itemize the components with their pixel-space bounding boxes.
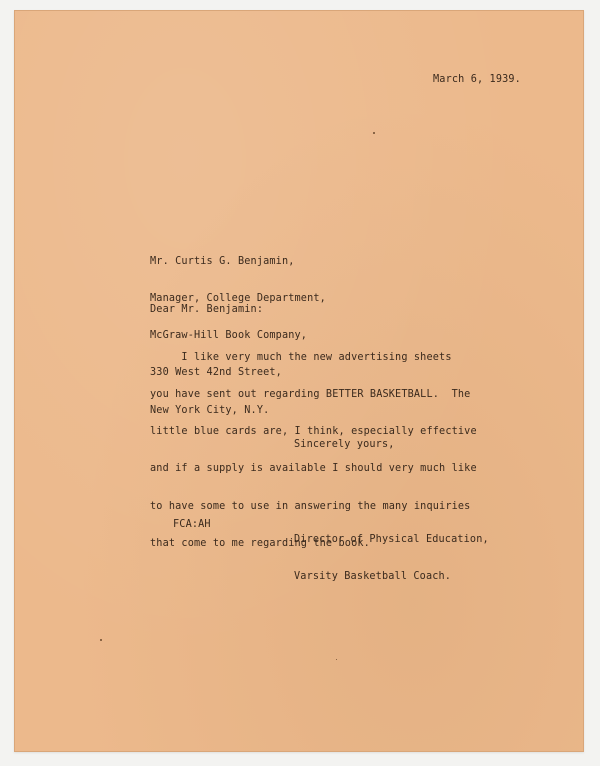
reference-initials: FCA:AH	[173, 519, 211, 530]
signature-line: Varsity Basketball Coach.	[294, 571, 452, 583]
letter-page	[14, 10, 584, 752]
body-line: I like very much the new advertising sheets	[150, 351, 452, 363]
closing: Sincerely yours,	[294, 439, 395, 450]
letter-date: March 6, 1939.	[433, 74, 521, 85]
signature-line: Director of Physical Education,	[294, 533, 489, 545]
paper-speck	[373, 132, 375, 134]
body-line: you have sent out regarding BETTER BASKETBALL. The	[150, 389, 471, 401]
signature-block	[294, 509, 489, 608]
address-line: Manager, College Department,	[150, 293, 326, 305]
address-line: McGraw-Hill Book Company,	[150, 330, 308, 342]
address-line: 330 West 42nd Street,	[150, 367, 282, 379]
address-line: Mr. Curtis G. Benjamin,	[150, 255, 295, 267]
body-line: that come to me regarding the book.	[150, 537, 370, 549]
body-line: little blue cards are, I think, especially effective	[150, 426, 477, 438]
salutation: Dear Mr. Benjamin:	[150, 304, 264, 315]
address-line: New York City, N.Y.	[150, 404, 270, 416]
paper-speck	[336, 659, 337, 660]
body-line: to have some to use in answering the many inquiries	[150, 500, 471, 512]
body-line: and if a supply is available I should very much like	[150, 463, 477, 475]
paper-speck	[100, 639, 102, 641]
